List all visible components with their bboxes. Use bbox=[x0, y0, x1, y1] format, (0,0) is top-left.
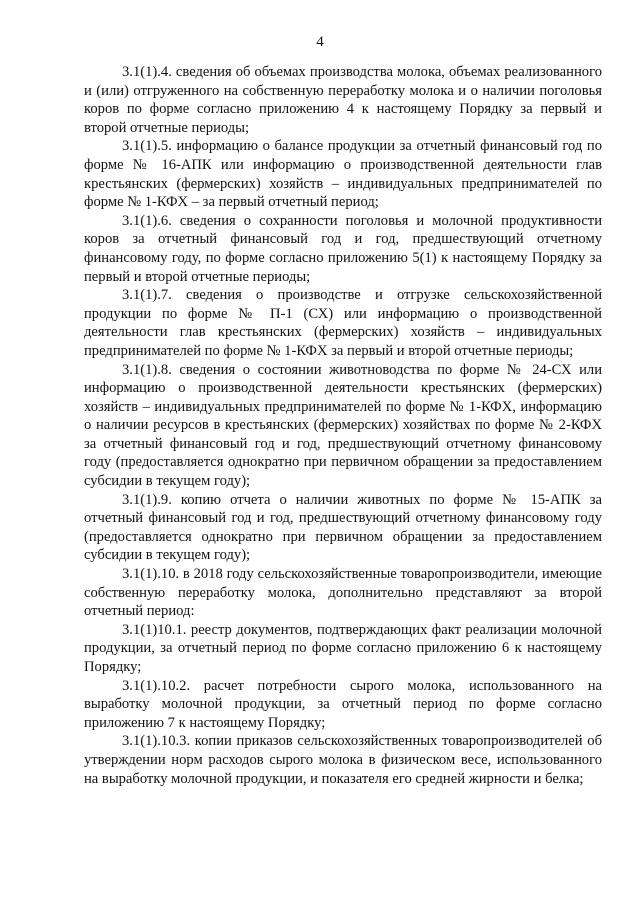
document-body bbox=[84, 63, 602, 788]
paragraph-3-1-1-6: 3.1(1).6. сведения о сохранности поголовья и молочной продуктивности коров за отчетный финансовый год и год, предшествующий отчетному финансовому году, по форме согласно приложению 5(1) к настоящему Порядку за первый и второй отчетные периоды; bbox=[84, 212, 602, 285]
paragraph-3-1-1-10-3: 3.1(1).10.3. копии приказов сельскохозяйственных товаропроизводителей об утверждении норм расходов сырого молока в физическом весе, использованного на выработку молочной продукции, и показателя его средней жирности и белка; bbox=[84, 733, 602, 787]
paragraph-3-1-1-10: 3.1(1).10. в 2018 году сельскохозяйственные товаропроизводители, имеющие собственную переработку молока, дополнительно представляют за второй отчетный период: bbox=[84, 566, 602, 620]
paragraph-3-1-1-4: 3.1(1).4. сведения об объемах производства молока, объемах реализованного и (или) отгруженного на собственную переработку молока и о наличии поголовья коров по форме согласно приложению 4 к настоящему Порядку за первый и второй отчетные периоды; bbox=[84, 64, 602, 136]
page-number: 4 bbox=[316, 34, 324, 50]
paragraph-3-1-1-10-1: 3.1(1)10.1. реестр документов, подтверждающих факт реализации молочной продукции, за отчетный период по форме согласно приложению 6 к настоящему Порядку; bbox=[84, 621, 602, 675]
paragraph-3-1-1-5: 3.1(1).5. информацию о балансе продукции за отчетный финансовый год по форме № 16-АПК или информацию о производственной деятельности глав крестьянских (фермерских) хозяйств – индивидуальных предпринимателей по форме № 1-КФХ – за первый отчетный период; bbox=[84, 138, 602, 211]
paragraph-3-1-1-7: 3.1(1).7. сведения о производстве и отгрузке сельскохозяйственной продукции по форме № П-1 (СХ) или информацию о производственной деятельности глав крестьянских (фермерских) хозяйств – индивидуальных предпринимателей по форме № 1-КФХ за первый и второй отчетные периоды; bbox=[84, 287, 602, 359]
paragraph-3-1-1-8: 3.1(1).8. сведения о состоянии животноводства по форме № 24-СХ или информацию о производственной деятельности крестьянских (фермерских) хозяйств – индивидуальных предпринимателей по форме № 1-КФХ, информацию о наличии ресурсов в крестьянских (фермерских) хозяйствах по форме № 2-КФХ за отчетный финансовый год и год, предшествующий отчетному финансовому году (предоставляется однократно при первичном обращении за предоставлением субсидии в текущем году); bbox=[84, 361, 602, 490]
paragraph-3-1-1-10-2: 3.1(1).10.2. расчет потребности сырого молока, использованного на выработку молочной продукции, за отчетный период по форме согласно приложению 7 к настоящему Порядку; bbox=[84, 677, 602, 731]
paragraph-3-1-1-9: 3.1(1).9. копию отчета о наличии животных по форме № 15-АПК за отчетный финансовый год и год, предшествующий отчетному финансовому году (предоставляется однократно при первичном обращении за предоставлением субсидии в текущем году); bbox=[84, 491, 602, 564]
